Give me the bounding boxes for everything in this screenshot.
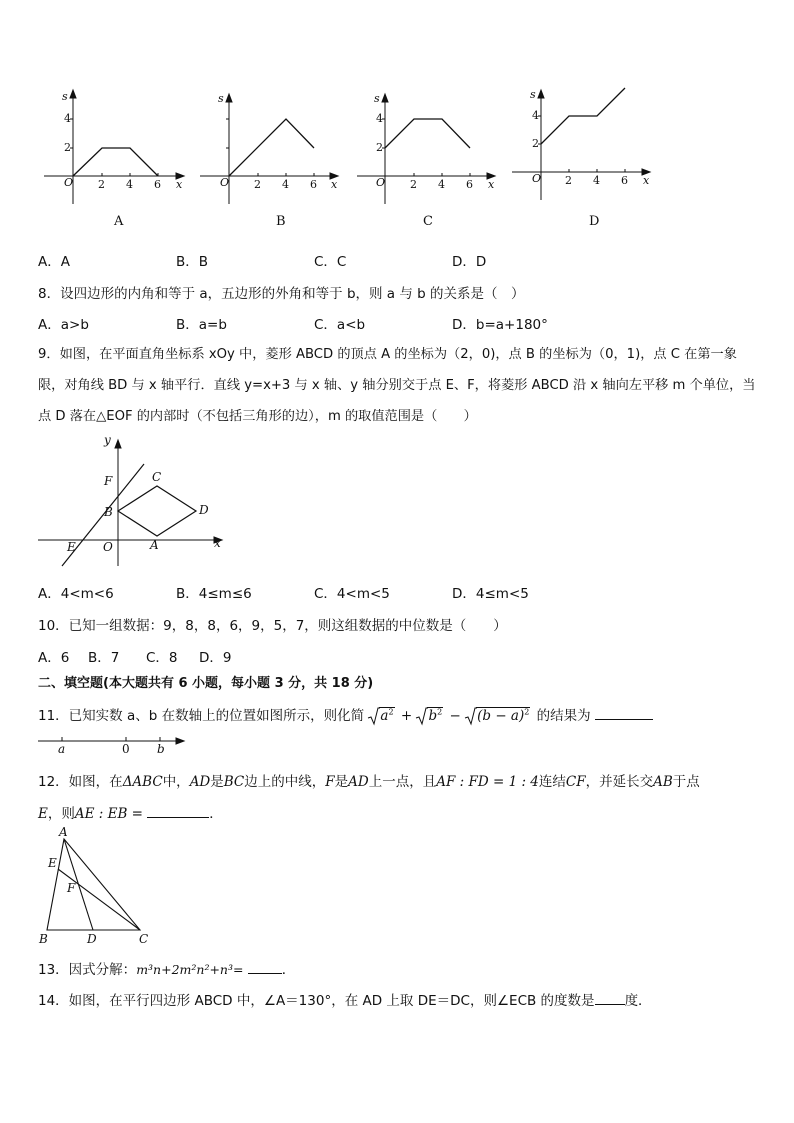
graph-c-s-label: s [374,92,380,105]
q12-label-f: F [67,881,76,895]
q12-label-b: B [39,932,48,946]
q7-option-a[interactable]: A．A [38,254,70,270]
q8-option-c[interactable]: C．a<b [314,317,366,333]
graph-c-origin: O [376,176,386,189]
q10-option-a[interactable]: A．6 [38,650,70,666]
section-2-heading: 二、填空题(本大题共有 6 小题，每小题 3 分，共 18 分) [38,676,374,691]
q10-stem: 10．已知一组数据：9，8，8，6，9，5，7，则这组数据的中位数是（ ） [38,618,507,634]
q9-option-a[interactable]: A．4<m<6 [38,586,114,602]
q9-stem-line2: 限，对角线 BD 与 x 轴平行．直线 y=x+3 与 x 轴、y 轴分别交于点 E、F，将菱形 ABCD 沿 x 轴向左平移 m 个单位，当 [38,378,756,393]
graph-b-x-label: x [331,178,338,191]
graph-a-origin: O [64,176,74,189]
graph-a-ytick-4: 4 [64,112,71,125]
q14-stem: 14．如图，在平行四边形 ABCD 中，∠A＝130°，在 AD 上取 DE＝DC，则∠ECB 的度数是 度． [38,989,652,1009]
q8-option-d[interactable]: D．b=a+180° [452,317,548,333]
q9-label-a: A [150,538,159,552]
graph-c-ytick-4: 4 [376,112,383,125]
graph-a-xtick-6: 6 [154,178,161,191]
graph-b-xtick-2: 2 [254,178,261,191]
graph-a-x-label: x [176,178,183,191]
q13-expression: m³n+2m²n²+n³= [136,962,244,977]
q11-expression [368,708,536,724]
q9-label-c: C [152,470,162,484]
graph-d-caption: D [589,214,600,229]
graph-a-ytick-2: 2 [64,141,71,154]
graph-c-x-label: x [488,178,495,191]
numberline-a: a [58,742,66,756]
graph-d-xtick-2: 2 [565,174,572,187]
graph-b-xtick-4: 4 [282,178,289,191]
graph-c-ytick-2: 2 [376,141,383,154]
q7-option-d[interactable]: D．D [452,254,487,270]
q8-option-a[interactable]: A．a>b [38,317,89,333]
q7-option-b[interactable]: B．B [176,254,209,270]
q11-minus: − [449,708,461,724]
graph-d-s-label: s [530,88,536,101]
graph-c-xtick-4: 4 [438,178,445,191]
numberline-b: b [157,742,165,756]
q9-label-d: D [199,503,209,517]
q11-answer-blank[interactable] [595,705,653,720]
q11-plus: + [400,708,413,724]
graph-d-x-label: x [643,174,650,187]
graph-d-ytick-4: 4 [532,109,539,122]
graph-b-origin: O [220,176,230,189]
q12-label-d: D [87,932,97,946]
q9-label-x: x [214,536,221,550]
q13-stem: 13．因式分解：m³n+2m²n²+n³= ． [38,958,295,978]
q12-figure-lines [0,0,794,200]
radical-icon [465,708,477,726]
graph-a-caption: A [114,214,124,229]
q12-stem-line2: E，则AE : EB = ． [38,802,223,822]
graph-b-xtick-6: 6 [310,178,317,191]
q12-stem-line1: 12．如图，在ΔABC中，AD是BC边上的中线，F是AD上一点，且AF : FD = 1 : 4连结CF，并延长交AB于点 [38,774,700,790]
q9-option-b[interactable]: B．4≤m≤6 [176,586,252,602]
q13-answer-blank[interactable] [248,959,282,974]
q14-answer-blank[interactable] [595,990,625,1005]
graph-c-caption: C [423,214,433,229]
radical-icon [416,708,428,726]
sqrt-b: $b^2$ [416,708,443,725]
graph-c-xtick-6: 6 [466,178,473,191]
q8-stem: 8．设四边形的内角和等于 a，五边形的外角和等于 b，则 a 与 b 的关系是（ ） [38,286,525,302]
q9-option-d[interactable]: D．4≤m<5 [452,586,529,602]
graph-a-xtick-2: 2 [98,178,105,191]
q12-label-e: E [48,856,57,870]
q9-option-c[interactable]: C．4<m<5 [314,586,390,602]
sqrt-a: $a^2$ [368,708,394,725]
q11-stem [38,704,653,724]
radical-icon [368,708,380,726]
q9-label-e: E [67,540,76,554]
q7-option-c[interactable]: C．C [314,254,347,270]
graph-b-caption: B [276,214,286,229]
q9-label-b: B [104,505,113,519]
q9-label-o: O [103,540,113,554]
q12-label-c: C [139,932,149,946]
sqrt-b-minus-a: $(b - a)^2$ [465,708,530,725]
graph-d-origin: O [532,172,542,185]
q12-answer-blank[interactable] [147,803,209,818]
graph-d-xtick-6: 6 [621,174,628,187]
q11-prefix: 11．已知实数 a、b 在数轴上的位置如图所示，则化简 [38,708,365,724]
graph-d-xtick-4: 4 [593,174,600,187]
q8-option-b[interactable]: B．a=b [176,317,227,333]
q10-option-d[interactable]: D．9 [199,650,232,666]
numberline-zero: 0 [122,742,130,756]
graph-d-ytick-2: 2 [532,137,539,150]
q9-label-y: y [104,433,111,447]
q10-option-c[interactable]: C．8 [146,650,178,666]
graph-a-xtick-4: 4 [126,178,133,191]
graph-a-s-label: s [62,90,68,103]
q10-option-b[interactable]: B．7 [88,650,120,666]
q9-stem-line1: 9．如图，在平面直角坐标系 xOy 中，菱形 ABCD 的顶点 A 的坐标为（2，0)，点 B 的坐标为（0，1)，点 C 在第一象 [38,347,737,362]
graph-b-s-label: s [218,92,224,105]
q11-suffix: 的结果为 [536,708,591,724]
graph-c-xtick-2: 2 [410,178,417,191]
q9-label-f: F [104,474,113,488]
q9-stem-line3: 点 D 落在△EOF 的内部时（不包括三角形的边），m 的取值范围是（ ） [38,409,477,424]
q12-label-a: A [59,825,68,839]
